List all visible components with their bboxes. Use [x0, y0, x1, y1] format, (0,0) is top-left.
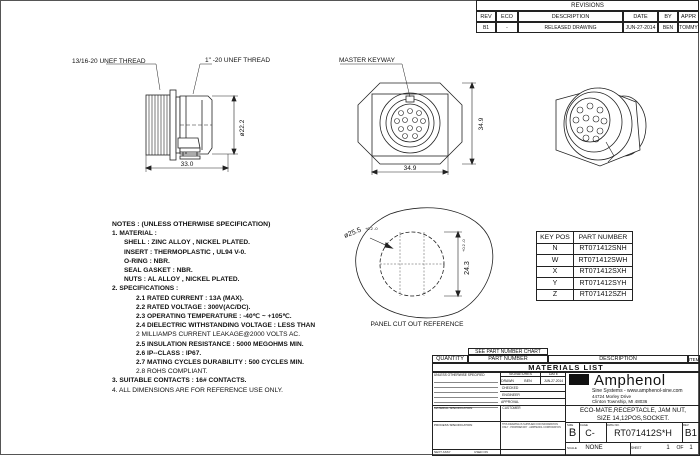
by-value: BEN: [658, 22, 678, 33]
amphenol-logo: Amphenol: [594, 372, 666, 388]
note-line: SEAL GASKET : NBR.: [124, 267, 193, 275]
date-cell: DATE: [540, 372, 566, 377]
key-table-row: [537, 289, 633, 301]
note-line: INSERT : THERMOPLASTIC , UL94 V-0.: [124, 248, 246, 256]
note-line: 2.4 DIELECTRIC WITHSTANDING VOLTAGE : LESS THAN: [136, 322, 316, 330]
note-line: O-RING : NBR.: [124, 257, 170, 265]
note-line: 4. ALL DIMENSIONS ARE FOR REFERENCE USE ONLY.: [112, 386, 283, 394]
of-value: 1: [689, 445, 693, 451]
side-length-dim: 33.0: [180, 161, 194, 168]
side-view: [106, 64, 238, 172]
side-diameter-dim: ø22.2: [239, 119, 246, 137]
note-line: 2.1 RATED CURRENT : 13A (MAX).: [136, 294, 244, 302]
description-value: RELEASED DRAWING: [518, 22, 623, 33]
date-header: DATE: [623, 11, 658, 22]
item-cell: ITEM: [688, 356, 700, 362]
note-line: 2.5 INSULATION RESISTANCE : 5000 MEGOHMS MIN.: [136, 340, 304, 348]
checked-label: CHECKED: [501, 385, 519, 390]
scale-label: SCALE: [567, 446, 577, 450]
note-line: 2.3 OPERATING TEMPERATURE : -40℃ ~ +105℃.: [136, 313, 292, 321]
quantity-cell: QUANTITY: [432, 355, 468, 363]
key-table-row: [537, 278, 633, 290]
customer-label: CUSTOMER: [500, 405, 522, 410]
part-number-cell: PART NUMBER: [468, 355, 548, 363]
sheet-label: SHEET: [631, 446, 642, 450]
materials-list-cell: MATERIALS LIST: [432, 363, 700, 372]
key-table-row: [537, 266, 633, 278]
signatures-cell: SIGNATURES: [500, 372, 540, 377]
master-keyway-label: MASTER KEYWAY: [339, 57, 395, 64]
approval-label: APPROVAL: [500, 399, 520, 404]
key-table-row: [537, 243, 633, 255]
cage-value: C-: [585, 427, 595, 438]
key-table-header-row: [537, 232, 633, 244]
appr-value: TOMMY: [678, 22, 699, 33]
dwg-value: RT071412S*H: [614, 428, 672, 438]
proprietary-text: THIS DRAWING IS SUPPLIED FOR INFORMATION ONLY · PROPRIETARY · AMPHENOL CORPORATION: [502, 423, 561, 430]
front-width-dim: 34.9: [403, 165, 417, 172]
size-value: B: [568, 427, 577, 438]
revisions-title: REVISIONS: [476, 0, 699, 11]
key-table-body: [537, 243, 633, 301]
isometric-view: [556, 88, 646, 166]
key-pos-cell: X: [537, 266, 574, 278]
key-pos-header: KEY POS: [537, 232, 574, 244]
part-number-cell: RT071412SNH: [574, 243, 633, 255]
rev-label-tb: REV: [683, 423, 689, 427]
notes-block: [112, 220, 442, 395]
thread-right-label: 1" -20 UNEF THREAD: [205, 57, 271, 64]
see-chart-cell: SEE PART NUMBER CHART: [468, 348, 548, 355]
note-line: 2.8 ROHS COMPLIANT.: [136, 368, 208, 376]
unless-spec-cell: UNLESS OTHERWISE SPECIFIED: [434, 372, 485, 377]
note-line: 3. SUITABLE CONTACTS : 16# CONTACTS.: [112, 377, 247, 385]
eco-value: -: [496, 22, 518, 33]
note-line: 2.6 IP--CLASS : IP67.: [136, 349, 202, 357]
key-pos-cell: Z: [537, 289, 574, 301]
amphenol-logo-mark: [569, 374, 589, 385]
next-assy-label: NEXT ASSY: [434, 450, 451, 454]
key-pos-cell: Y: [537, 278, 574, 290]
appr-header: APPR: [678, 11, 699, 22]
note-line: 2.2 RATED VOLTAGE : 300V(AC/DC).: [136, 303, 251, 311]
part-description-1: ECO-MATE,RECEPTACLE, JAM NUT,: [580, 406, 686, 414]
title-block: [432, 348, 700, 456]
panel-cutout-label: PANEL CUT OUT REFERENCE: [370, 321, 464, 328]
drawn-by: BEN: [524, 378, 532, 383]
drawn-date: JUN-27-2014: [540, 377, 566, 384]
note-line: 2.7 MATING CYCLES DURABILITY : 500 CYCLES MIN.: [136, 359, 304, 367]
front-height-dim: 34.9: [478, 117, 485, 131]
date-value: JUN-27-2014: [623, 22, 658, 33]
material-spec-label: MATERIAL SPECIFICATION: [434, 405, 473, 410]
sheet-value: 1: [666, 445, 670, 451]
notes-title: NOTES : (UNLESS OTHERWISE SPECIFICATION): [112, 221, 271, 228]
engineer-label: ENGINEER: [502, 392, 520, 397]
process-spec-label: PROCESS SPECIFICATION: [434, 422, 473, 427]
company-line: Sine Systems - www.amphenol-sine.com: [592, 388, 683, 394]
part-number-cell: RT071412SXH: [574, 266, 633, 278]
size-label: SIZE: [567, 423, 574, 427]
front-view: [340, 64, 476, 175]
note-line: 1. MATERIAL :: [112, 230, 157, 238]
rev-header: REV: [476, 11, 496, 22]
by-header: BY: [658, 11, 678, 22]
part-description-2: SIZE 14,12POS,SOCKET.: [596, 414, 670, 422]
key-position-table: [536, 231, 633, 301]
address-line-2: Clinton Township, MI 48036: [592, 399, 648, 404]
cutout-flat-tol: +0.2 -0: [461, 239, 466, 252]
rev-value: B1: [476, 22, 496, 33]
part-number-cell: RT071412SYH: [574, 278, 633, 290]
rev-value-tb: B1: [684, 427, 698, 439]
part-number-cell: RT071412SWH: [574, 255, 633, 267]
part-number-cell: RT071412SZH: [574, 289, 633, 301]
used-on-label: USED ON: [474, 450, 488, 454]
thread-left-label: 13/16-20 UNEF THREAD: [72, 58, 146, 65]
scale-value: NONE: [585, 445, 603, 451]
address-line-1: 44724 Morley Drive: [592, 394, 632, 399]
part-number-header: PART NUMBER: [574, 232, 633, 244]
of-label: OF: [676, 445, 684, 451]
note-line: SHELL : ZINC ALLOY , NICKEL PLATED.: [124, 239, 251, 247]
drawn-label: DRAWN: [501, 378, 514, 383]
key-pos-cell: N: [537, 243, 574, 255]
note-line: 2 MILLIAMPS CURRENT LEAKAGE@2000 VOLTS AC.: [136, 331, 301, 339]
note-line: 2. SPECIFICATIONS :: [112, 285, 179, 293]
tolerance-text: [434, 378, 498, 408]
description-cell: DESCRIPTION: [548, 355, 688, 363]
cutout-diameter-dim: ø25.5: [343, 226, 363, 240]
key-table-row: [537, 255, 633, 267]
eco-header: ECO: [496, 11, 518, 22]
key-pos-cell: W: [537, 255, 574, 267]
cage-label: CAGE: [580, 423, 588, 427]
dwg-label: DWG NO.: [607, 423, 620, 427]
cutout-diameter-tol: +0.2 -0: [365, 226, 378, 231]
description-header: DESCRIPTION: [518, 11, 623, 22]
note-line: NUTS : AL ALLOY , NICKEL PLATED.: [124, 276, 240, 284]
cutout-flat-dim: 24.3: [464, 261, 471, 275]
